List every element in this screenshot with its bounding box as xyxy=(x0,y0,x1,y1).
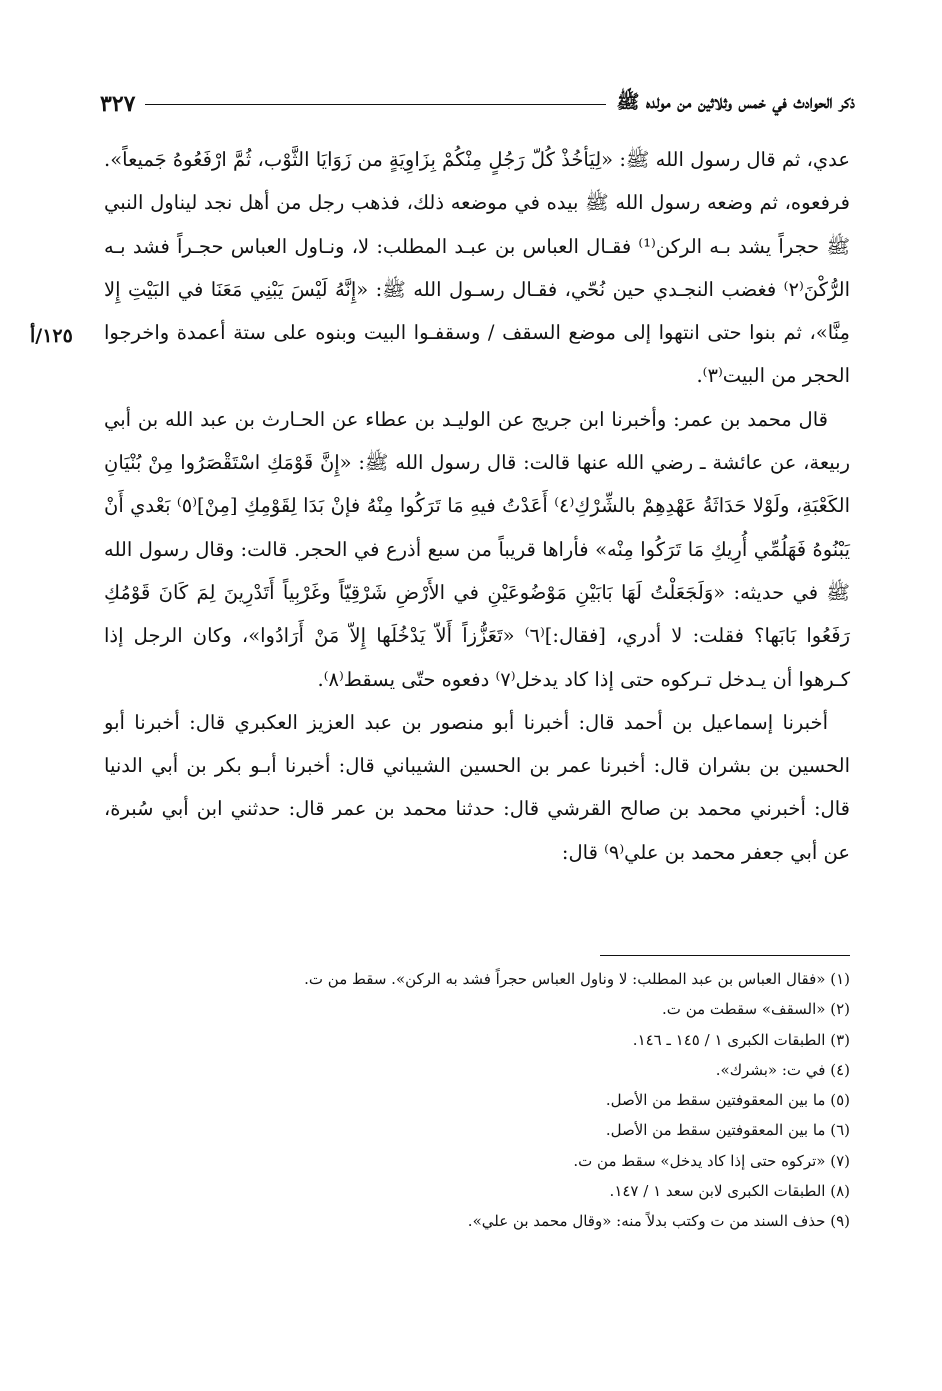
paragraph: عدي، ثم قال رسول الله ﷺ: «لِيَأخُذْ كُلّ رَجُلٍ مِنْكُمْ بِزَاوِيَةٍ من زَوَايَا الثَّوْب، ثُمَّ ارْفَعُوهُ جَميعاً». فرفعوه، ثم وضعه رسول الله ﷺ بيده في موضعه ذلك، فذهب رجل من أهل نجد ليناول النبي ﷺ حجراً يشد بـه الركن⁽¹⁾ فقـال العباس بن عبـد المطلب: لا، ونـاول العباس حجـراً فشد بـه الرُّكْنَ⁽٢⁾ فغضب النجـدي حين نُحّي، فقـال رسـول الله ﷺ: «إِنَّهُ لَيْسَ يَبْنِي مَعَنَا في البَيْتِ إِلا مِنَّا»، ثم بنوا حتى انتهوا إلى موضع السقف / وسقفـوا البيت وبنوه على ستة أعمدة واخرجوا الحجر من البيت⁽٣⁾. xyxy=(104,148,851,388)
footnote: (١) «فقال العباس بن عبد المطلب: لا وناول العباس حجراً فشد به الركن». سقط من ت. xyxy=(304,970,850,988)
header-rule xyxy=(145,104,606,105)
header-title: ذكر الحوادث في خمس وثلاثين من مولده ﷺ xyxy=(616,91,855,113)
footnote: (٥) ما بين المعقوفتين سقط من الأصل. xyxy=(605,1091,850,1110)
footnote: (٤) في ت: «بشرك». xyxy=(715,1060,850,1079)
paragraph: قال محمد بن عمر: وأخبرنا ابن جريج عن الوليـد بن عطاء عن الحـارث بن عبد الله بن أبي ربيعة، عن عائشة ـ رضي الله عنها قالت: قال رسول الله ﷺ: «إِنَّ قَوْمَكِ اسْتَقْصَرُوا مِنْ بُنْيَانِ الكَعْبَةِ، ولَوْلا حَدَاثَةُ عَهْدِهِمْ بالشِّرْكِ⁽٤⁾ أَعَدْتُ فيهِ مَا تَرَكُوا مِنْهُ فإنْ بَدَا لِقَوْمِكِ [مِنْ]⁽٥⁾ بَعْدي أَنْ يَبْنُوهُ فَهَلُمِّي أُرِيكِ مَا تَرَكُوا مِنْه» فأراها قريباً من سبع أذرع في الحجر. قالت: وقال رسول الله ﷺ في حديثه: «وَلَجَعَلْتُ لَهَا بَابَيْنِ مَوْضُوعَيْنِ في الأَرْضِ شَرْقِيّاً وغَرْبِياً أَتَدْرِينَ لِمَ كَانَ قَوْمُكِ رَفَعُوا بَابَها؟ فقلت: لا أدري، [فقال:]⁽٦⁾ «تَعَزُّزاً أَلاّ يَدْخُلَها إِلاّ مَنْ أَرَادُوا»، وكان الرجل إذا كـرهوا أن يـدخل تـركوه حتى إذا كاد يدخل⁽٧⁾ دفعوه حتّى يسقط⁽٨⁾. xyxy=(104,407,850,691)
footnote: (٦) ما بين المعقوفتين سقط من الأصل. xyxy=(605,1121,850,1140)
footnote: (٣) الطبقات الكبرى ١ / ١٤٥ ـ ١٤٦. xyxy=(632,1030,850,1049)
footnote-separator xyxy=(600,955,850,956)
footnotes xyxy=(104,964,850,1237)
manuscript-folio-note: ١٢٥/أ xyxy=(30,325,73,347)
footnote: (٩) حذف السند من ت وكتب بدلاً منه: «وقال محمد بن علي». xyxy=(467,1212,850,1231)
page-number: ٣٢٧ xyxy=(100,91,136,117)
footnote: (٨) الطبقات الكبرى لابن سعد ١ / ١٤٧. xyxy=(609,1182,850,1201)
footnote: (٢) «السقف» سقطت من ت. xyxy=(662,1000,850,1019)
main-text xyxy=(104,138,850,874)
paragraph: أخبرنا إسماعيل بن أحمد قال: أخبرنا أبو منصور بن عبد العزيز العكبري قال: أخبرنا أبو الحسين بن بشران قال: أخبرنا عمر بن الحسين الشيباني قال: أخبرنا أبـو بكر بن أبي الدنيا قال: أخبرني محمد بن صالح القرشي قال: حدثنا محمد بن عمر قال: حدثني ابن أبي سُبرة، عن أبي جعفر محمد بن علي⁽٩⁾ قال: xyxy=(104,710,850,864)
running-header xyxy=(100,84,855,124)
footnote: (٧) «تركوه حتى إذا كاد يدخل» سقط من ت. xyxy=(573,1151,850,1170)
